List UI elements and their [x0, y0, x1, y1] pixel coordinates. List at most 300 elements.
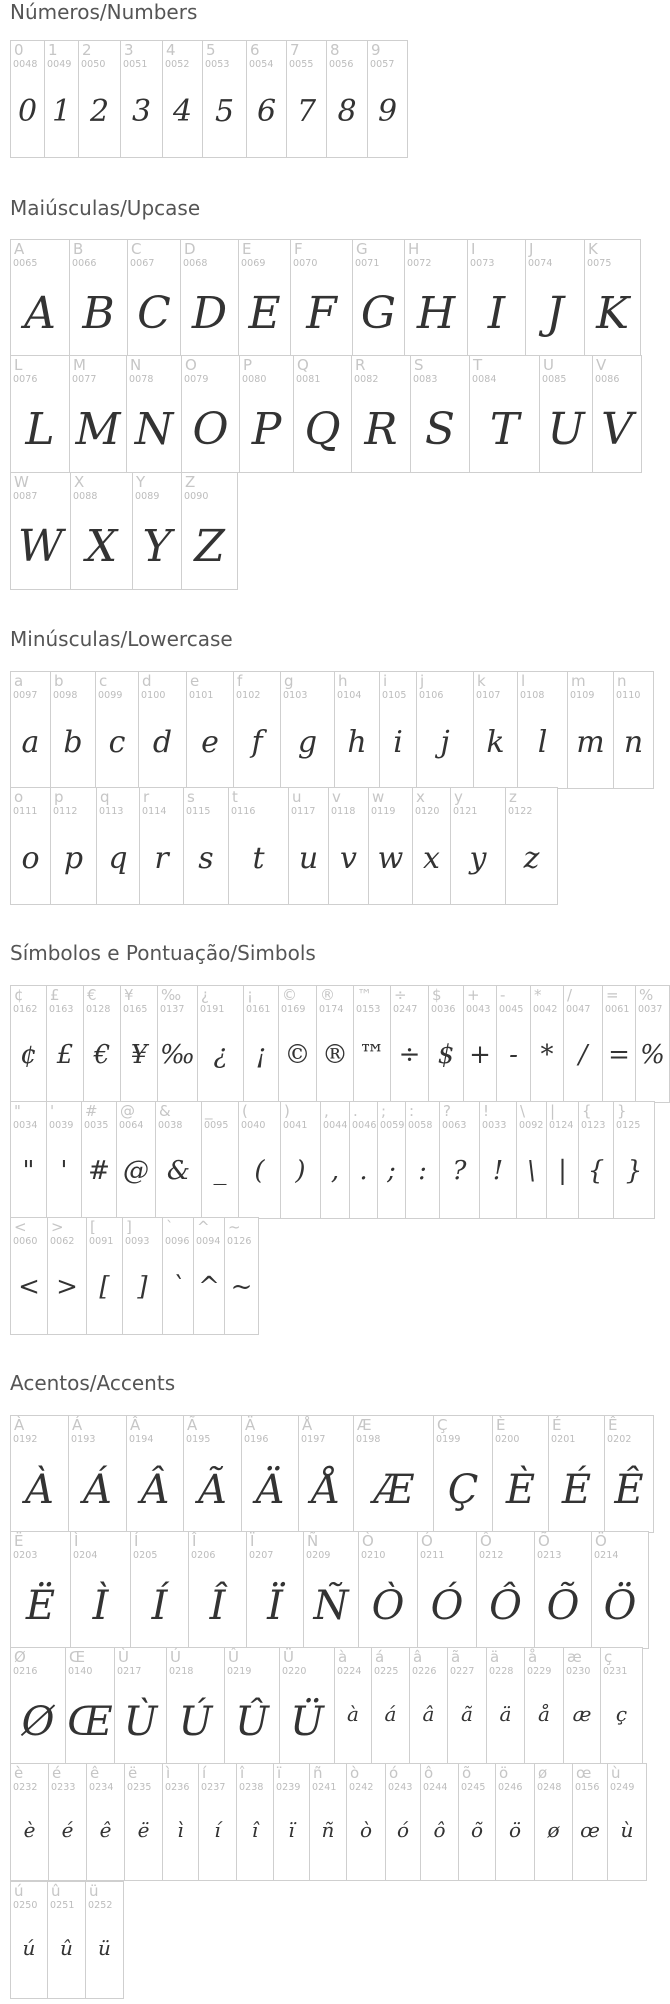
- glyph-label: j: [420, 672, 425, 690]
- glyph-cell: [238, 239, 291, 357]
- glyph-cell: [309, 1763, 347, 1881]
- glyph-cell: [351, 355, 411, 473]
- glyph-sample: Â: [140, 1467, 170, 1513]
- glyph-row: [10, 1101, 654, 1219]
- glyph-sample: Ã: [198, 1467, 227, 1513]
- glyph-cell: [236, 1763, 274, 1881]
- glyph-label: `: [166, 1218, 174, 1236]
- glyph-sample: ¥: [130, 1040, 148, 1070]
- glyph-code: 0220: [282, 1666, 307, 1677]
- glyph-cell: [83, 985, 121, 1103]
- glyph-label: à: [338, 1648, 348, 1666]
- glyph-cell: [198, 1763, 237, 1881]
- glyph-sample: ™: [359, 1040, 385, 1070]
- glyph-code: 0162: [13, 1004, 38, 1015]
- glyph-row: [10, 1531, 648, 1649]
- glyph-cell: [233, 671, 281, 789]
- glyph-code: 0099: [98, 690, 123, 701]
- glyph-sample: Æ: [373, 1467, 414, 1513]
- glyph-cell: [420, 1763, 459, 1881]
- glyph-code: 0067: [130, 258, 155, 269]
- glyph-cell: [476, 1531, 535, 1649]
- glyph-sample: Y: [142, 521, 172, 572]
- glyph-sample: Œ: [67, 1699, 113, 1745]
- glyph-label: ': [50, 1102, 55, 1120]
- glyph-code: 0104: [337, 690, 362, 701]
- glyph-label: 0: [14, 41, 24, 59]
- glyph-code: 0230: [566, 1666, 591, 1677]
- glyph-cell: [409, 1647, 448, 1765]
- glyph-code: 0091: [89, 1236, 114, 1247]
- glyph-label: ,: [324, 1102, 329, 1120]
- glyph-sample: å: [538, 1702, 550, 1726]
- glyph-cell: [495, 1763, 535, 1881]
- glyph-code: 0057: [370, 59, 395, 70]
- glyph-label: &: [159, 1102, 171, 1120]
- glyph-code: 0250: [13, 1900, 38, 1911]
- glyph-sample: V: [601, 404, 633, 455]
- glyph-code: 0110: [616, 690, 641, 701]
- glyph-label: n: [617, 672, 627, 690]
- glyph-code: 0244: [423, 1782, 448, 1793]
- glyph-code: 0047: [566, 1004, 591, 1015]
- glyph-sample: :: [418, 1156, 427, 1186]
- glyph-label: }: [617, 1102, 627, 1120]
- glyph-cell: [371, 1647, 410, 1765]
- glyph-cell: [320, 1101, 350, 1219]
- glyph-cell: [238, 1101, 281, 1219]
- glyph-code: 0039: [49, 1120, 74, 1131]
- glyph-cell: [183, 787, 229, 905]
- glyph-label: €: [87, 986, 97, 1004]
- glyph-code: 0224: [337, 1666, 362, 1677]
- glyph-label: á: [375, 1648, 385, 1666]
- glyph-sample: s: [198, 841, 214, 876]
- glyph-cell: [439, 1101, 480, 1219]
- glyph-code: 0094: [196, 1236, 221, 1247]
- glyph-cell: [534, 1763, 573, 1881]
- glyph-label: ©: [282, 986, 297, 1004]
- glyph-cell: [116, 1101, 156, 1219]
- glyph-code: 0191: [200, 1004, 225, 1015]
- glyph-cell: [505, 787, 558, 905]
- glyph-code: 0060: [13, 1236, 38, 1247]
- glyph-code: 0203: [13, 1550, 38, 1561]
- glyph-cell: [279, 1647, 335, 1765]
- glyph-cell: [492, 1415, 549, 1533]
- glyph-sample: @: [123, 1156, 149, 1186]
- glyph-code: 0072: [407, 258, 432, 269]
- glyph-label: N: [130, 356, 142, 374]
- glyph-label: ™: [357, 986, 372, 1004]
- glyph-label: @: [120, 1102, 135, 1120]
- glyph-sample: ù: [620, 1818, 634, 1842]
- glyph-sample: Ú: [178, 1699, 213, 1745]
- glyph-cell: [417, 1531, 477, 1649]
- glyph-code: 0113: [99, 806, 124, 817]
- glyph-sample: ú: [22, 1936, 36, 1960]
- glyph-code: 0246: [498, 1782, 523, 1793]
- glyph-label: ã: [451, 1648, 461, 1666]
- glyph-sample: U: [547, 404, 585, 455]
- glyph-label: a: [14, 672, 24, 690]
- glyph-code: 0064: [119, 1120, 144, 1131]
- glyph-code: 0128: [86, 1004, 111, 1015]
- glyph-label: È: [496, 1416, 506, 1434]
- glyph-sample: $: [437, 1040, 455, 1070]
- glyph-sample: ): [295, 1156, 306, 1186]
- glyph-code: 0053: [205, 59, 230, 70]
- glyph-code: 0193: [71, 1434, 96, 1445]
- glyph-sample: o: [21, 841, 40, 876]
- glyph-sample: ó: [396, 1818, 410, 1842]
- glyph-code: 0214: [594, 1550, 619, 1561]
- glyph-cell: [130, 1531, 189, 1649]
- glyph-cell: [10, 1101, 47, 1219]
- glyph-code: 0137: [160, 1004, 185, 1015]
- glyph-label: ë: [128, 1764, 138, 1782]
- glyph-code: 0042: [533, 1004, 558, 1015]
- glyph-cell: [613, 1101, 655, 1219]
- glyph-code: 0194: [129, 1434, 154, 1445]
- glyph-label: F: [294, 240, 303, 258]
- glyph-code: 0055: [289, 59, 314, 70]
- glyph-label: ¿: [201, 986, 209, 1004]
- glyph-cell: [10, 239, 70, 357]
- glyph-code: 0196: [244, 1434, 269, 1445]
- glyph-label: #: [85, 1102, 98, 1120]
- glyph-code: 0085: [542, 374, 567, 385]
- glyph-sample: õ: [470, 1818, 484, 1842]
- glyph-cell: [567, 671, 614, 789]
- glyph-code: 0112: [53, 806, 78, 817]
- glyph-sample: w: [377, 841, 404, 876]
- glyph-sample: ô: [433, 1818, 446, 1842]
- glyph-label: h: [338, 672, 348, 690]
- glyph-cell: [458, 1763, 496, 1881]
- glyph-code: 0239: [276, 1782, 301, 1793]
- glyph-cell: [525, 239, 585, 357]
- glyph-code: 0225: [374, 1666, 399, 1677]
- glyph-cell: [139, 787, 184, 905]
- glyph-cell: [138, 671, 187, 789]
- glyph-cell: [334, 1647, 372, 1765]
- glyph-code: 0206: [191, 1550, 216, 1561]
- glyph-code: 0243: [388, 1782, 413, 1793]
- glyph-cell: [162, 40, 203, 158]
- glyph-cell: [358, 1531, 418, 1649]
- glyph-sample: Ó: [430, 1583, 464, 1629]
- glyph-cell: [352, 239, 405, 357]
- glyph-cell: [181, 472, 238, 590]
- glyph-label: Ò: [362, 1532, 374, 1550]
- glyph-sample: ‰: [160, 1040, 195, 1070]
- glyph-label: d: [142, 672, 152, 690]
- glyph-row: [10, 787, 557, 905]
- glyph-label: /: [567, 986, 573, 1004]
- glyph-sample: F: [306, 288, 337, 339]
- glyph-code: 0046: [352, 1120, 377, 1131]
- glyph-code: 0093: [125, 1236, 150, 1247]
- glyph-sample: ]: [137, 1272, 148, 1302]
- glyph-code: 0062: [50, 1236, 75, 1247]
- glyph-cell: [286, 40, 327, 158]
- glyph-code: 0037: [638, 1004, 663, 1015]
- glyph-sample: |: [558, 1156, 567, 1186]
- glyph-cell: [516, 1101, 547, 1219]
- glyph-label: ^: [197, 1218, 210, 1236]
- glyph-cell: [278, 985, 317, 1103]
- glyph-label: õ: [462, 1764, 472, 1782]
- glyph-sample: ë: [137, 1818, 150, 1842]
- glyph-cell: [572, 1763, 608, 1881]
- glyph-cell: [70, 1531, 131, 1649]
- glyph-label: ?: [443, 1102, 451, 1120]
- glyph-cell: [602, 985, 636, 1103]
- section-title-numbers: Números/Numbers: [10, 0, 198, 24]
- glyph-sample: f: [251, 725, 263, 760]
- glyph-cell: [578, 1101, 614, 1219]
- glyph-label: Œ: [69, 1648, 86, 1666]
- glyph-label: t: [232, 788, 238, 806]
- glyph-sample: 9: [377, 94, 398, 129]
- glyph-label: ¥: [124, 986, 134, 1004]
- glyph-cell: [85, 1881, 124, 1999]
- glyph-cell: [539, 355, 593, 473]
- glyph-code: 0249: [610, 1782, 635, 1793]
- glyph-label: u: [292, 788, 302, 806]
- glyph-code: 0192: [13, 1434, 38, 1445]
- glyph-label: ì: [166, 1764, 171, 1782]
- glyph-label: ñ: [313, 1764, 323, 1782]
- glyph-cell: [353, 1415, 434, 1533]
- glyph-sample: 4: [172, 94, 193, 129]
- glyph-sample: u: [298, 841, 319, 876]
- glyph-sample: ': [60, 1156, 68, 1186]
- glyph-code: 0163: [49, 1004, 74, 1015]
- glyph-cell: [224, 1217, 259, 1335]
- glyph-label: £: [50, 986, 60, 1004]
- glyph-label: Í: [134, 1532, 139, 1550]
- glyph-cell: [180, 239, 239, 357]
- glyph-sample: \: [527, 1156, 536, 1186]
- glyph-sample: h: [347, 725, 367, 760]
- glyph-sample: i: [393, 725, 403, 760]
- glyph-sample: D: [191, 288, 228, 339]
- glyph-sample: W: [17, 521, 64, 572]
- glyph-cell: [280, 671, 335, 789]
- glyph-label: $: [432, 986, 442, 1004]
- glyph-cell: [290, 239, 353, 357]
- glyph-label: î: [240, 1764, 245, 1782]
- glyph-label: E: [242, 240, 252, 258]
- glyph-code: 0089: [135, 491, 160, 502]
- glyph-cell: [447, 1647, 487, 1765]
- glyph-row: [10, 40, 407, 158]
- glyph-code: 0234: [89, 1782, 114, 1793]
- glyph-cell: [328, 787, 369, 905]
- section-title-upcase: Maiúsculas/Upcase: [10, 196, 201, 220]
- glyph-row: [10, 1217, 258, 1335]
- glyph-label: *: [534, 986, 542, 1004]
- glyph-code: 0169: [281, 1004, 306, 1015]
- glyph-sample: Ù: [123, 1699, 158, 1745]
- glyph-sample: ø: [547, 1818, 560, 1842]
- glyph-label: (: [242, 1102, 248, 1120]
- glyph-cell: [273, 1763, 310, 1881]
- glyph-label: œ: [576, 1764, 592, 1782]
- glyph-sample: 1: [51, 94, 72, 129]
- glyph-sample: À: [25, 1467, 54, 1513]
- glyph-code: 0084: [472, 374, 497, 385]
- glyph-sample: m: [576, 725, 605, 760]
- glyph-sample: ?: [452, 1156, 467, 1186]
- glyph-cell: [96, 787, 140, 905]
- glyph-sample: S: [424, 404, 456, 455]
- glyph-code: 0052: [165, 59, 190, 70]
- glyph-cell: [404, 239, 468, 357]
- glyph-cell: [183, 1415, 242, 1533]
- glyph-sample: ": [22, 1156, 35, 1186]
- glyph-sample: M: [75, 404, 121, 455]
- glyph-cell: [48, 1763, 87, 1881]
- glyph-cell: [162, 1217, 194, 1335]
- glyph-cell: [10, 1763, 49, 1881]
- glyph-label: 6: [250, 41, 260, 59]
- glyph-label: ~: [228, 1218, 241, 1236]
- glyph-label: 4: [166, 41, 176, 59]
- glyph-cell: [293, 355, 352, 473]
- glyph-code: 0217: [117, 1666, 142, 1677]
- glyph-code: 0078: [129, 374, 154, 385]
- glyph-cell: [10, 787, 51, 905]
- glyph-label: \: [520, 1102, 526, 1120]
- glyph-label: o: [14, 788, 24, 806]
- glyph-cell: [44, 40, 79, 158]
- glyph-code: 0070: [293, 258, 318, 269]
- glyph-sample: ç: [615, 1702, 628, 1726]
- glyph-code: 0140: [68, 1666, 93, 1677]
- glyph-code: 0195: [186, 1434, 211, 1445]
- glyph-sample: x: [423, 841, 440, 876]
- glyph-code: 0242: [349, 1782, 374, 1793]
- glyph-sample: û: [60, 1936, 73, 1960]
- glyph-code: 0087: [13, 491, 38, 502]
- glyph-cell: [86, 1763, 125, 1881]
- glyph-row: [10, 355, 641, 473]
- glyph-code: 0202: [607, 1434, 632, 1445]
- glyph-label: g: [284, 672, 294, 690]
- glyph-label: :: [409, 1102, 415, 1120]
- glyph-code: 0153: [356, 1004, 381, 1015]
- glyph-code: 0098: [53, 690, 78, 701]
- glyph-label: ]: [126, 1218, 132, 1236]
- glyph-label: è: [14, 1764, 24, 1782]
- glyph-sample: ä: [499, 1702, 512, 1726]
- glyph-sample: >: [56, 1272, 78, 1302]
- glyph-label: ó: [389, 1764, 399, 1782]
- glyph-code: 0227: [450, 1666, 475, 1677]
- glyph-label: 8: [330, 41, 340, 59]
- glyph-label: Z: [185, 473, 196, 491]
- glyph-sample: à: [347, 1702, 359, 1726]
- glyph-label: û: [51, 1882, 61, 1900]
- glyph-cell: [69, 239, 128, 357]
- glyph-sample: `: [171, 1272, 185, 1302]
- glyph-cell: [10, 1217, 48, 1335]
- glyph-sample: ^: [198, 1272, 220, 1302]
- glyph-cell: [428, 985, 464, 1103]
- glyph-label: B: [73, 240, 84, 258]
- glyph-label: Å: [302, 1416, 313, 1434]
- glyph-code: 0033: [482, 1120, 507, 1131]
- glyph-code: 0066: [72, 258, 97, 269]
- glyph-code: 0122: [508, 806, 533, 817]
- glyph-cell: [496, 985, 531, 1103]
- glyph-sample: X: [85, 521, 118, 572]
- glyph-code: 0252: [88, 1900, 113, 1911]
- glyph-sample: ~: [230, 1272, 253, 1302]
- glyph-cell: [412, 787, 451, 905]
- glyph-label: í: [202, 1764, 207, 1782]
- glyph-sample: T: [489, 404, 520, 455]
- glyph-cell: [298, 1415, 354, 1533]
- glyph-label: %: [639, 986, 654, 1004]
- glyph-sample: Ì: [92, 1583, 109, 1629]
- glyph-code: 0241: [312, 1782, 337, 1793]
- glyph-label: ú: [14, 1882, 24, 1900]
- glyph-code: 0095: [204, 1120, 229, 1131]
- glyph-label: 9: [371, 41, 381, 59]
- glyph-label: ï: [277, 1764, 282, 1782]
- glyph-sample: ã: [461, 1702, 473, 1726]
- glyph-label: |: [550, 1102, 556, 1120]
- glyph-sample: P: [251, 404, 282, 455]
- glyph-cell: [349, 1101, 378, 1219]
- glyph-code: 0071: [355, 258, 380, 269]
- glyph-label: é: [52, 1764, 62, 1782]
- glyph-sample: G: [360, 288, 397, 339]
- glyph-sample: ¡: [255, 1040, 267, 1070]
- glyph-label: Ù: [118, 1648, 129, 1666]
- glyph-sample: €: [93, 1040, 111, 1070]
- glyph-code: 0207: [249, 1550, 274, 1561]
- glyph-label: ü: [89, 1882, 99, 1900]
- glyph-cell: [524, 1647, 564, 1765]
- glyph-code: 0218: [169, 1666, 194, 1677]
- glyph-label: X: [74, 473, 85, 491]
- glyph-code: 0124: [549, 1120, 574, 1131]
- glyph-cell: [592, 355, 642, 473]
- glyph-code: 0199: [436, 1434, 461, 1445]
- glyph-label: <: [14, 1218, 27, 1236]
- glyph-cell: [246, 1531, 304, 1649]
- glyph-label: À: [14, 1416, 25, 1434]
- glyph-code: 0069: [241, 258, 266, 269]
- glyph-cell: [46, 1101, 82, 1219]
- glyph-sample: H: [416, 288, 456, 339]
- glyph-label: ‰: [161, 986, 182, 1004]
- glyph-label: Õ: [538, 1532, 550, 1550]
- glyph-cell: [469, 355, 540, 473]
- glyph-label: Ï: [250, 1532, 255, 1550]
- glyph-cell: [379, 671, 417, 789]
- glyph-code: 0219: [227, 1666, 252, 1677]
- glyph-cell: [563, 1647, 601, 1765]
- glyph-label: !: [483, 1102, 490, 1120]
- glyph-cell: [78, 40, 121, 158]
- glyph-row: [10, 671, 653, 789]
